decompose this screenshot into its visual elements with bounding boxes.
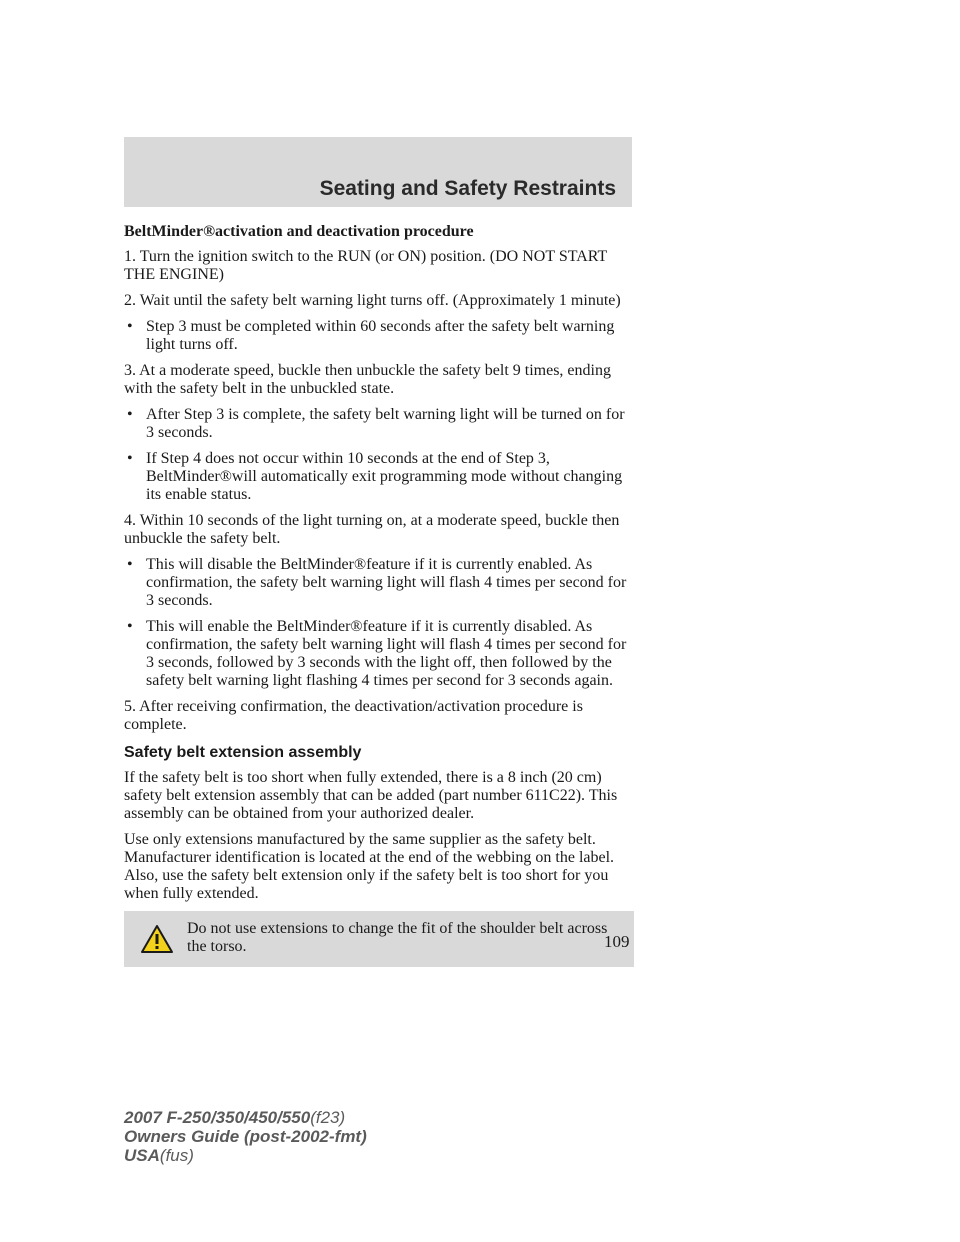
step-1: 1. Turn the ignition switch to the RUN (or ON) position. (DO NOT START THE ENGINE)	[124, 248, 607, 283]
extension-paragraph-1: If the safety belt is too short when fully extended, there is a 8 inch (20 cm) safety belt extension assembly that can be added (part number 611C22). This assembly can be obtained from your authorized dealer.	[124, 769, 618, 822]
document-footer	[124, 1108, 367, 1165]
extension-subheading: Safety belt extension assembly	[124, 744, 362, 761]
section-header-band	[124, 137, 632, 207]
bullet-dot: •	[127, 318, 133, 335]
footer-line-3	[124, 1146, 367, 1165]
footer-region: USA	[124, 1146, 160, 1165]
bullet-dot: •	[127, 450, 133, 467]
footer-model-code: (f23)	[310, 1108, 346, 1127]
warning-box	[124, 911, 634, 967]
bullet-item	[124, 406, 634, 442]
bullet-dot: •	[127, 556, 133, 573]
bullet-dot: •	[127, 618, 133, 635]
footer-region-code: (fus)	[159, 1146, 194, 1165]
footer-line-2	[124, 1127, 367, 1146]
step-4: 4. Within 10 seconds of the light turning on, at a moderate speed, buckle then unbuckle the safety belt.	[124, 512, 620, 547]
procedure-heading: BeltMinder®activation and deactivation procedure	[124, 223, 474, 240]
step-2: 2. Wait until the safety belt warning light turns off. (Approximately 1 minute)	[124, 292, 621, 309]
bullet-text: This will enable the BeltMinder®feature if it is currently disabled. As confirmation, the safety belt warning light will flash 4 times per second for 3 seconds, followed by 3 seconds with the light off, then followed by the safety belt warning light flashing 4 times per second for 3 seconds again.	[146, 618, 627, 689]
footer-line-1	[124, 1108, 367, 1127]
page-number: 109	[604, 932, 630, 951]
warning-text: Do not use extensions to change the fit of the shoulder belt across the torso.	[187, 920, 608, 955]
bullet-text: If Step 4 does not occur within 10 seconds at the end of Step 3, BeltMinder®will automatically exit programming mode without changing its enable status.	[146, 450, 623, 503]
bullet-dot: •	[127, 406, 133, 423]
bullet-item	[124, 318, 634, 354]
warning-triangle-icon	[140, 924, 174, 954]
step-5: 5. After receiving confirmation, the deactivation/activation procedure is complete.	[124, 698, 583, 733]
page-content	[124, 223, 634, 967]
step-3: 3. At a moderate speed, buckle then unbuckle the safety belt 9 times, ending with the safety belt in the unbuckled state.	[124, 362, 611, 397]
bullet-text: After Step 3 is complete, the safety belt warning light will be turned on for 3 seconds.	[146, 406, 625, 441]
bullet-item	[124, 618, 634, 690]
section-title: Seating and Safety Restraints	[319, 177, 616, 200]
bullet-text: This will disable the BeltMinder®feature if it is currently enabled. As confirmation, the safety belt warning light will flash 4 times per second for 3 seconds.	[146, 556, 627, 609]
footer-guide-title: Owners Guide (post-2002-fmt)	[124, 1127, 367, 1146]
extension-paragraph-2: Use only extensions manufactured by the same supplier as the safety belt. Manufacturer identification is located at the end of the webbing on the label. Also, use the safety belt extension only if the safety belt is too short for you when fully extended.	[124, 831, 615, 902]
footer-model: 2007 F-250/350/450/550	[124, 1108, 311, 1127]
bullet-text: Step 3 must be completed within 60 seconds after the safety belt warning light turns off.	[146, 318, 615, 353]
bullet-item	[124, 556, 634, 610]
bullet-item	[124, 450, 634, 504]
